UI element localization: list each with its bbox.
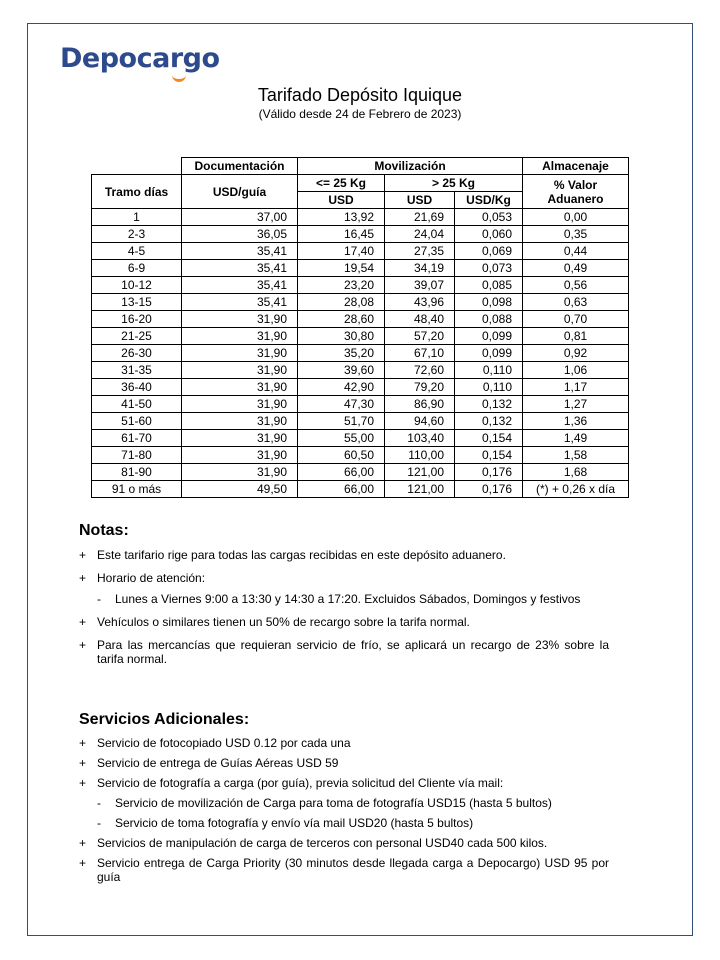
table-cell: 13,92 [298, 209, 385, 226]
table-cell: 0,154 [455, 447, 523, 464]
table-cell: 26-30 [92, 345, 182, 362]
table-cell: 71-80 [92, 447, 182, 464]
table-cell: 0,088 [455, 311, 523, 328]
table-cell: 0,81 [523, 328, 629, 345]
table-row [92, 413, 629, 430]
list-item [79, 571, 609, 585]
list-item-text: Lunes a Viernes 9:00 a 13:30 y 14:30 a 17:20. Excluidos Sábados, Domingos y festivos [115, 592, 581, 606]
table-cell: 0,176 [455, 464, 523, 481]
table-cell: 0,110 [455, 379, 523, 396]
table-cell: 79,20 [385, 379, 455, 396]
table-cell: 35,41 [182, 243, 298, 260]
header-valor-aduanero: % Valor Aduanero [523, 175, 629, 209]
table-cell: 57,20 [385, 328, 455, 345]
list-item [79, 776, 609, 790]
bullet-mark: + [79, 615, 87, 629]
list-item-text: Servicio de fotocopiado USD 0.12 por cada una [97, 736, 351, 750]
table-row [92, 260, 629, 277]
table-cell: 10-12 [92, 277, 182, 294]
table-cell: 0,060 [455, 226, 523, 243]
table-cell: 1,06 [523, 362, 629, 379]
table-cell: 72,60 [385, 362, 455, 379]
table-cell: 0,44 [523, 243, 629, 260]
table-row [92, 481, 629, 498]
table-cell: 81-90 [92, 464, 182, 481]
table-cell: 31,90 [182, 362, 298, 379]
table-cell: 37,00 [182, 209, 298, 226]
table-cell: 43,96 [385, 294, 455, 311]
list-item-text: Servicios de manipulación de carga de terceros con personal USD40 cada 500 kilos. [97, 836, 548, 850]
table-cell: 0,70 [523, 311, 629, 328]
table-cell: 1,36 [523, 413, 629, 430]
list-item [79, 816, 609, 830]
bullet-mark: + [79, 776, 87, 790]
table-row [92, 430, 629, 447]
table-cell: 31,90 [182, 311, 298, 328]
table-cell: 16,45 [298, 226, 385, 243]
table-cell: 47,30 [298, 396, 385, 413]
bullet-mark: + [79, 638, 87, 652]
table-cell: 31,90 [182, 396, 298, 413]
list-item-text: Servicio de toma fotografía y envío vía mail USD20 (hasta 5 bultos) [115, 816, 474, 830]
table-cell: 0,63 [523, 294, 629, 311]
table-cell: 2-3 [92, 226, 182, 243]
table-row [92, 464, 629, 481]
table-cell: 36-40 [92, 379, 182, 396]
table-cell: 31,90 [182, 413, 298, 430]
table-cell: 91 o más [92, 481, 182, 498]
page-subtitle: (Válido desde 24 de Febrero de 2023) [258, 107, 462, 121]
table-cell: 28,60 [298, 311, 385, 328]
logo-text: Depocargo [60, 43, 220, 74]
header-usd-gt25: USD [385, 192, 455, 209]
table-cell: 4-5 [92, 243, 182, 260]
table-cell: 35,41 [182, 294, 298, 311]
table-row [92, 311, 629, 328]
servicios-list [79, 736, 609, 884]
table-cell: 21-25 [92, 328, 182, 345]
header-usd-le25: USD [298, 192, 385, 209]
notas-heading: Notas: [79, 522, 129, 539]
table-cell: 34,19 [385, 260, 455, 277]
bullet-mark: + [79, 856, 87, 870]
list-item-text: Horario de atención: [97, 571, 206, 585]
header-tramo-dias: Tramo días [92, 175, 182, 209]
table-cell: 0,110 [455, 362, 523, 379]
table-cell: 35,41 [182, 260, 298, 277]
table-header-row-2 [92, 175, 629, 192]
table-cell: 51-60 [92, 413, 182, 430]
header-almacenaje: Almacenaje [523, 158, 629, 175]
table-cell: 0,154 [455, 430, 523, 447]
servicios-heading: Servicios Adicionales: [79, 711, 250, 728]
bullet-mark: + [79, 736, 87, 750]
table-row [92, 396, 629, 413]
table-cell: 24,04 [385, 226, 455, 243]
table-cell: 0,176 [455, 481, 523, 498]
table-cell: 1,17 [523, 379, 629, 396]
table-cell: 0,132 [455, 413, 523, 430]
list-item-text: Servicio entrega de Carga Priority (30 minutos desde llegada carga a Depocargo) USD 95 por guía [97, 856, 609, 884]
list-item [79, 796, 609, 810]
list-item [79, 856, 609, 884]
table-cell: 66,00 [298, 481, 385, 498]
table-header-row-1 [92, 158, 629, 175]
table-row [92, 243, 629, 260]
table-cell: 31,90 [182, 430, 298, 447]
table-cell: 103,40 [385, 430, 455, 447]
header-movilizacion: Movilización [298, 158, 523, 175]
table-cell: 6-9 [92, 260, 182, 277]
table-cell: 31,90 [182, 328, 298, 345]
table-cell: 0,098 [455, 294, 523, 311]
table-cell: 28,08 [298, 294, 385, 311]
table-cell: 49,50 [182, 481, 298, 498]
table-body [92, 209, 629, 498]
list-item-text: Para las mercancías que requieran servicio de frío, se aplicará un recargo de 23% sobre la tarifa normal. [97, 638, 609, 666]
table-row [92, 277, 629, 294]
table-row [92, 362, 629, 379]
list-item [79, 615, 609, 629]
table-cell: 16-20 [92, 311, 182, 328]
bullet-mark: + [79, 836, 87, 850]
table-cell: 21,69 [385, 209, 455, 226]
depocargo-logo [60, 43, 220, 74]
table-cell: 27,35 [385, 243, 455, 260]
table-cell: 35,20 [298, 345, 385, 362]
list-item [79, 638, 609, 666]
table-cell: 0,132 [455, 396, 523, 413]
table-row [92, 379, 629, 396]
table-cell: 35,41 [182, 277, 298, 294]
table-row [92, 294, 629, 311]
list-item [79, 836, 609, 850]
list-item [79, 548, 609, 562]
table-cell: 66,00 [298, 464, 385, 481]
list-item-text: Vehículos o similares tienen un 50% de recargo sobre la tarifa normal. [97, 615, 470, 629]
bullet-mark: - [97, 796, 101, 810]
table-cell: 1,68 [523, 464, 629, 481]
table-cell: 13-15 [92, 294, 182, 311]
table-cell: 110,00 [385, 447, 455, 464]
table-cell: 55,00 [298, 430, 385, 447]
tariff-table [91, 157, 629, 498]
list-item-text: Servicio de entrega de Guías Aéreas USD 59 [97, 756, 339, 770]
list-item [79, 736, 609, 750]
table-row [92, 328, 629, 345]
table-cell: 0,099 [455, 328, 523, 345]
table-cell: 1,27 [523, 396, 629, 413]
table-cell: 0,00 [523, 209, 629, 226]
header-usd-guia: USD/guía [182, 175, 298, 209]
table-row [92, 209, 629, 226]
table-cell: 0,085 [455, 277, 523, 294]
header-usd-kg: USD/Kg [455, 192, 523, 209]
table-row [92, 447, 629, 464]
table-cell: 121,00 [385, 481, 455, 498]
table-cell: 51,70 [298, 413, 385, 430]
table-cell: 0,56 [523, 277, 629, 294]
table-cell: 0,069 [455, 243, 523, 260]
bullet-mark: + [79, 571, 87, 585]
table-cell: 31,90 [182, 345, 298, 362]
table-cell: 67,10 [385, 345, 455, 362]
table-cell: 39,60 [298, 362, 385, 379]
table-cell: 19,54 [298, 260, 385, 277]
header-documentacion: Documentación [182, 158, 298, 175]
table-cell: 1,58 [523, 447, 629, 464]
table-cell: 48,40 [385, 311, 455, 328]
table-cell: (*) + 0,26 x día [523, 481, 629, 498]
table-cell: 41-50 [92, 396, 182, 413]
table-cell: 0,073 [455, 260, 523, 277]
table-cell: 42,90 [298, 379, 385, 396]
list-item [79, 592, 609, 606]
table-cell: 0,053 [455, 209, 523, 226]
page-title: Tarifado Depósito Iquique [257, 85, 463, 105]
table-row [92, 345, 629, 362]
table-cell: 0,92 [523, 345, 629, 362]
header-gt25kg: > 25 Kg [385, 175, 523, 192]
table-cell: 86,90 [385, 396, 455, 413]
table-cell: 31,90 [182, 464, 298, 481]
table-cell: 17,40 [298, 243, 385, 260]
table-cell: 1,49 [523, 430, 629, 447]
table-row [92, 226, 629, 243]
list-item [79, 756, 609, 770]
bullet-mark: - [97, 816, 101, 830]
table-cell: 60,50 [298, 447, 385, 464]
table-cell: 0,35 [523, 226, 629, 243]
table-cell: 61-70 [92, 430, 182, 447]
bullet-mark: + [79, 548, 87, 562]
table-cell: 36,05 [182, 226, 298, 243]
header-le25kg: <= 25 Kg [298, 175, 385, 192]
bullet-mark: + [79, 756, 87, 770]
table-cell: 0,49 [523, 260, 629, 277]
list-item-text: Este tarifario rige para todas las cargas recibidas en este depósito aduanero. [97, 548, 506, 562]
bullet-mark: - [97, 592, 101, 606]
table-cell: 121,00 [385, 464, 455, 481]
list-item-text: Servicio de fotografía a carga (por guía), previa solicitud del Cliente vía mail: [97, 776, 504, 790]
table-cell: 0,099 [455, 345, 523, 362]
table-cell: 94,60 [385, 413, 455, 430]
table-cell: 39,07 [385, 277, 455, 294]
table-cell: 30,80 [298, 328, 385, 345]
blank-header-cell [92, 158, 182, 175]
notas-list [79, 548, 609, 666]
table-cell: 1 [92, 209, 182, 226]
list-item-text: Servicio de movilización de Carga para toma de fotografía USD15 (hasta 5 bultos) [115, 796, 552, 810]
table-cell: 31-35 [92, 362, 182, 379]
table-cell: 31,90 [182, 379, 298, 396]
table-cell: 31,90 [182, 447, 298, 464]
table-cell: 23,20 [298, 277, 385, 294]
